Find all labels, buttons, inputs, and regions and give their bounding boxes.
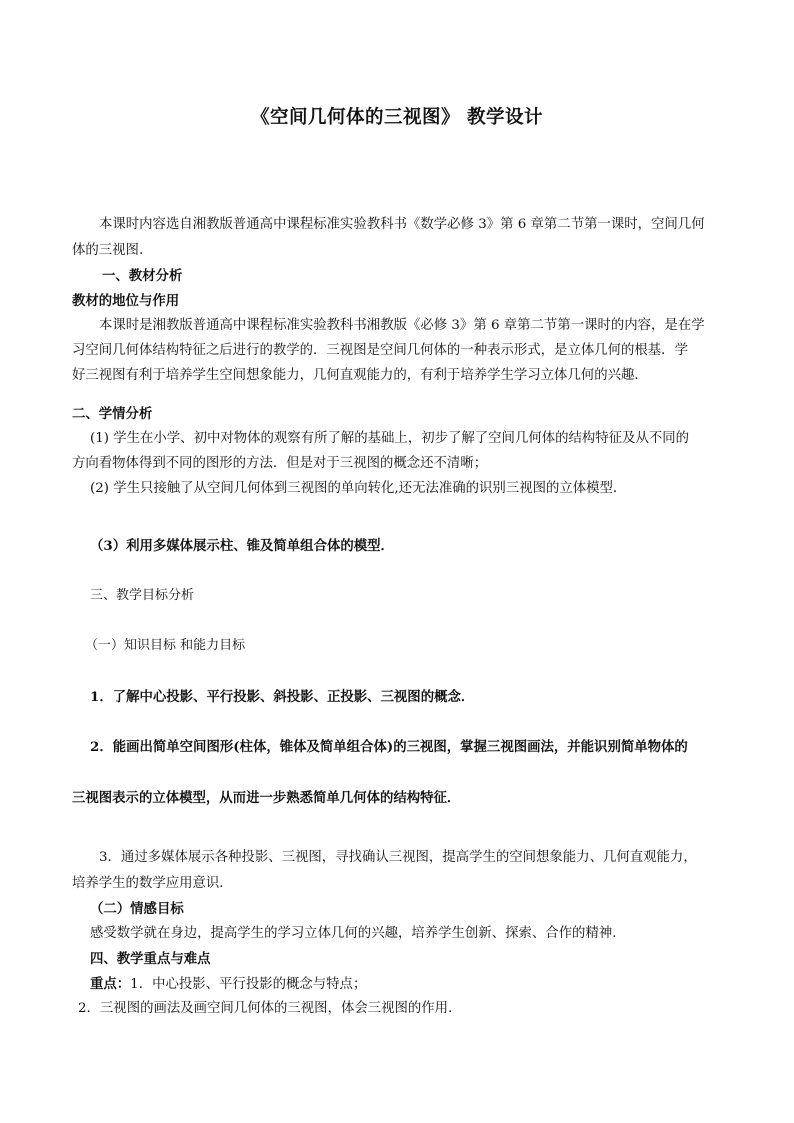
document-title: 《空间几何体的三视图》 教学设计	[251, 107, 543, 128]
section1-subheading: 教材的地位与作用	[72, 293, 180, 309]
emotion-goal: 感受数学就在身边，提高学生的学习立体几何的兴趣，培养学生创新、探索、合作的精神．	[90, 926, 626, 941]
key-point-1: 1．中心投影、平行投影的概念与特点；	[130, 977, 367, 992]
section2-line-1: (1) 学生在小学、初中对物体的观察有所了解的基础上，初步了解了空间几何体的结构特征及从不同的	[90, 431, 690, 446]
key-label: 重点：	[90, 976, 131, 992]
goal-3-line-1: 3．通过多媒体展示各种投影、三视图，寻找确认三视图，提高学生的空间想象能力、几何直观能力，	[99, 850, 697, 865]
goal-1: 1．了解中心投影、平行投影、斜投影、正投影、三视图的概念．	[90, 689, 475, 705]
key-point-2: 2．三视图的画法及画空间几何体的三视图，体会三视图的作用．	[78, 1001, 462, 1016]
section3-heading: 三、教学目标分析	[90, 588, 195, 603]
section3-sub2: （二）情感目标	[90, 901, 184, 917]
section2-line-3: (2) 学生只接触了从空间几何体到三视图的单向转化,还无法准确的识别三视图的立体模型．	[90, 481, 627, 496]
section1-line-2: 习空间几何体结构特征之后进行的教学的．三视图是空间几何体的一种表示形式，是立体几何的根基．学	[72, 343, 688, 358]
section1-line-1: 本课时是湘教版普通高中课程标准实验教科书湘教版《必修 3》第 6 章第二节第一课时的内容，是在学	[99, 318, 705, 333]
section1-heading: 一、教材分析	[102, 268, 183, 284]
goal-3-line-2: 培养学生的数学应用意识．	[72, 876, 233, 891]
intro-line-1: 本课时内容选自湘教版普通高中课程标准实验教科书《数学必修 3》第 6 章第二节第一课时，空间几何	[99, 217, 705, 232]
section3-sub1: （一）知识目标 和能力目标	[85, 638, 246, 653]
key-point-line	[72, 973, 742, 996]
section2-heading: 二、学情分析	[72, 406, 153, 422]
goal-2-line-2: 三视图表示的立体模型，从而进一步熟悉简单几何体的结构特征．	[72, 790, 461, 806]
goal-2-line-1: 2．能画出简单空间图形(柱体，锥体及简单组合体)的三视图，掌握三视图画法，并能识别简单物体的	[90, 739, 688, 755]
section2-line-2: 方向看物体得到不同的图形的方法．但是对于三视图的概念还不清晰；	[72, 456, 488, 471]
section4-heading: 四、教学重点与难点	[90, 951, 211, 967]
section1-line-3: 好三视图有利于培养学生空间想象能力，几何直观能力的，有利于培养学生学习立体几何的兴趣．	[72, 368, 648, 383]
intro-line-2: 体的三视图.	[72, 243, 144, 258]
section2-point3: （3）利用多媒体展示柱、锥及简单组合体的模型．	[90, 538, 394, 554]
